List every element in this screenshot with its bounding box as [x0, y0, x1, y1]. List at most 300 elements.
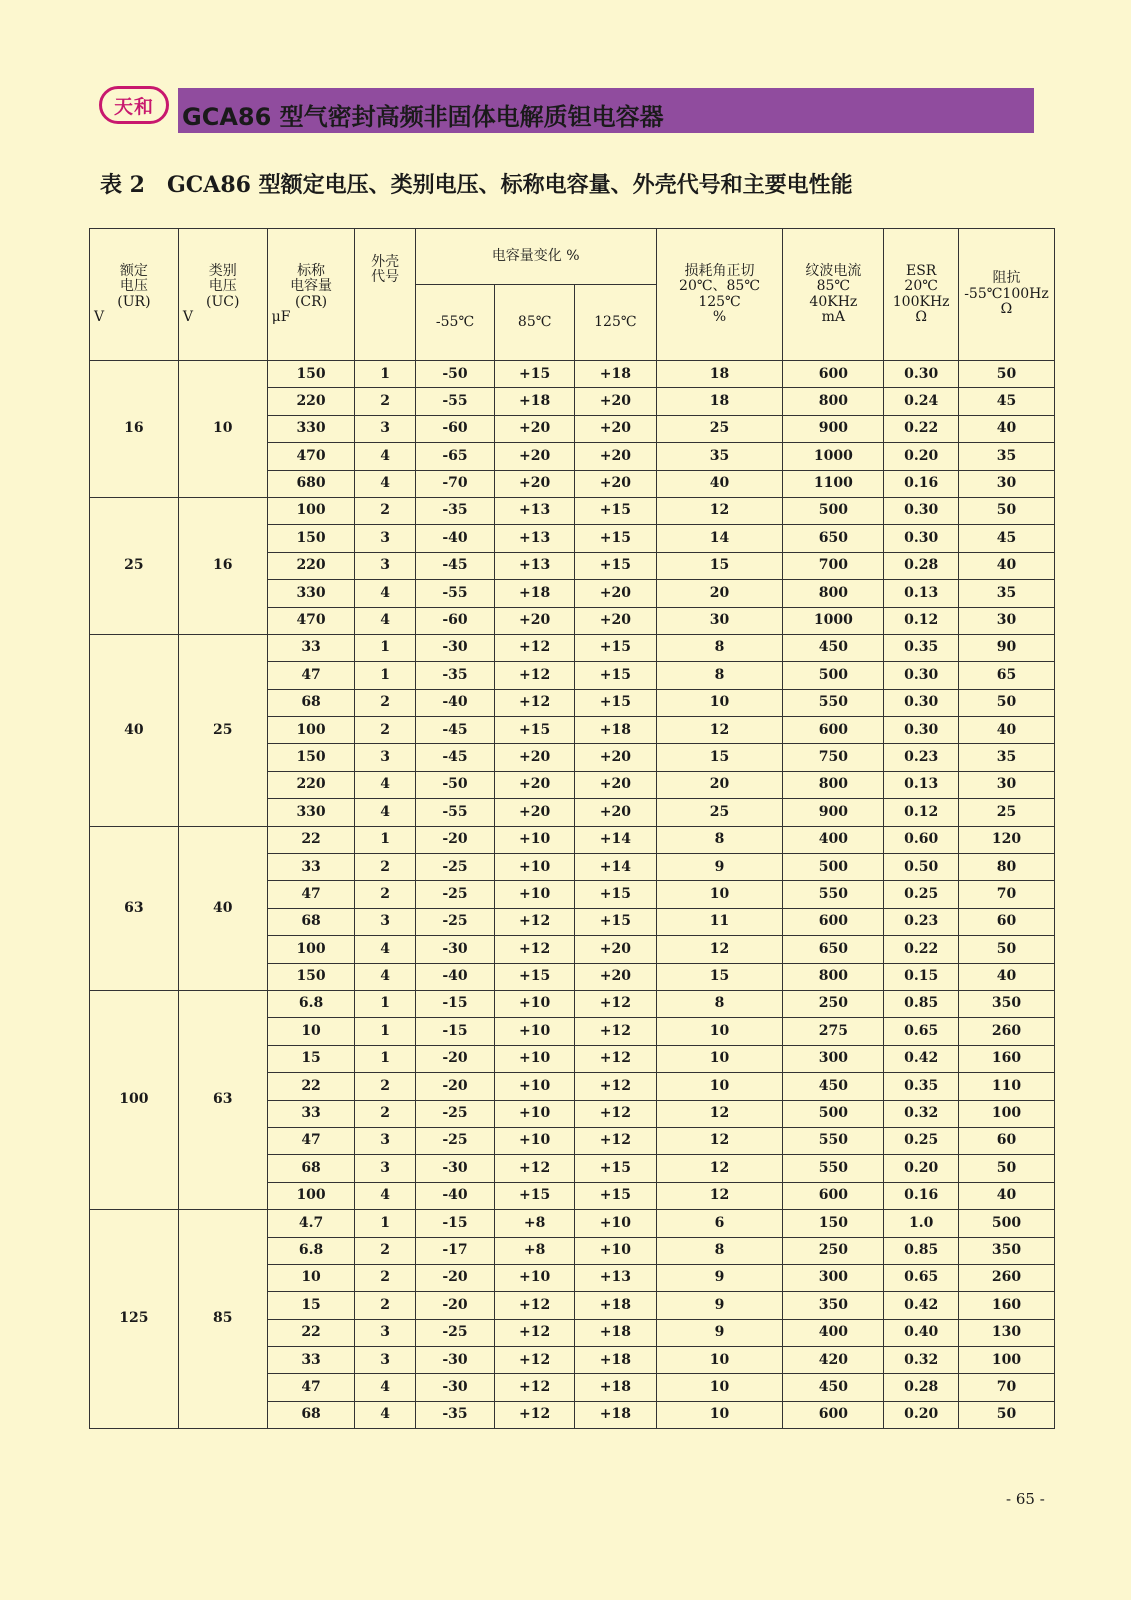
esr-cell: 0.20 [884, 1155, 959, 1182]
loss-tangent-cell: 12 [656, 936, 783, 963]
cap-change-125-cell: +15 [574, 1155, 656, 1182]
esr-cell: 1.0 [884, 1210, 959, 1237]
cap-change-125-cell: +12 [574, 1018, 656, 1045]
ripple-current-cell: 500 [783, 497, 884, 524]
cap-change-125-cell: +10 [574, 1210, 656, 1237]
esr-cell: 0.15 [884, 963, 959, 990]
header-loss-tangent: 损耗角正切 20℃、85℃ 125℃ % [656, 229, 783, 361]
loss-tangent-cell: 25 [656, 415, 783, 442]
cap-change-125-cell: +20 [574, 963, 656, 990]
case-code-cell: 2 [355, 881, 415, 908]
cap-change-125-cell: +18 [574, 1401, 656, 1428]
cap-change-minus55-cell: -65 [415, 443, 495, 470]
nominal-capacitance-cell: 10 [267, 1018, 355, 1045]
esr-cell: 0.60 [884, 826, 959, 853]
case-code-cell: 2 [355, 854, 415, 881]
table-row [90, 990, 1055, 1017]
cap-change-125-cell: +18 [574, 1292, 656, 1319]
loss-tangent-cell: 10 [656, 1374, 783, 1401]
case-code-cell: 4 [355, 1401, 415, 1428]
case-code-cell: 2 [355, 1292, 415, 1319]
esr-cell: 0.85 [884, 990, 959, 1017]
nominal-capacitance-cell: 68 [267, 1155, 355, 1182]
esr-cell: 0.12 [884, 799, 959, 826]
cap-change-minus55-cell: -30 [415, 634, 495, 661]
esr-cell: 0.35 [884, 634, 959, 661]
cap-change-125-cell: +12 [574, 1100, 656, 1127]
impedance-cell: 80 [958, 854, 1054, 881]
loss-tangent-cell: 18 [656, 361, 783, 388]
cap-change-85-cell: +10 [495, 1127, 575, 1154]
loss-tangent-cell: 25 [656, 799, 783, 826]
nominal-capacitance-cell: 680 [267, 470, 355, 497]
table-row [90, 361, 1055, 388]
category-voltage-cell: 10 [178, 361, 267, 498]
cap-change-85-cell: +18 [495, 388, 575, 415]
nominal-capacitance-cell: 6.8 [267, 1237, 355, 1264]
cap-change-85-cell: +10 [495, 1264, 575, 1291]
impedance-cell: 120 [958, 826, 1054, 853]
loss-tangent-cell: 8 [656, 662, 783, 689]
ripple-current-cell: 800 [783, 580, 884, 607]
header-cap-change-minus55: -55℃ [415, 285, 495, 361]
case-code-cell: 4 [355, 470, 415, 497]
case-code-cell: 3 [355, 1319, 415, 1346]
ripple-current-cell: 650 [783, 936, 884, 963]
impedance-cell: 50 [958, 497, 1054, 524]
impedance-cell: 260 [958, 1264, 1054, 1291]
cap-change-125-cell: +18 [574, 1347, 656, 1374]
cap-change-minus55-cell: -30 [415, 1374, 495, 1401]
loss-tangent-cell: 20 [656, 771, 783, 798]
loss-tangent-cell: 9 [656, 1319, 783, 1346]
case-code-cell: 2 [355, 1237, 415, 1264]
esr-cell: 0.22 [884, 415, 959, 442]
cap-change-125-cell: +15 [574, 1182, 656, 1209]
ripple-current-cell: 1100 [783, 470, 884, 497]
cap-change-minus55-cell: -30 [415, 1347, 495, 1374]
case-code-cell: 1 [355, 1018, 415, 1045]
cap-change-minus55-cell: -15 [415, 1018, 495, 1045]
esr-cell: 0.42 [884, 1045, 959, 1072]
cap-change-minus55-cell: -25 [415, 1319, 495, 1346]
cap-change-85-cell: +15 [495, 963, 575, 990]
cap-change-125-cell: +18 [574, 717, 656, 744]
case-code-cell: 2 [355, 1100, 415, 1127]
case-code-cell: 1 [355, 826, 415, 853]
loss-tangent-cell: 9 [656, 854, 783, 881]
ripple-current-cell: 450 [783, 1374, 884, 1401]
loss-tangent-cell: 10 [656, 881, 783, 908]
esr-cell: 0.20 [884, 443, 959, 470]
impedance-cell: 160 [958, 1045, 1054, 1072]
cap-change-minus55-cell: -40 [415, 1182, 495, 1209]
case-code-cell: 1 [355, 361, 415, 388]
nominal-capacitance-cell: 100 [267, 497, 355, 524]
loss-tangent-cell: 30 [656, 607, 783, 634]
nominal-capacitance-cell: 47 [267, 881, 355, 908]
cap-change-85-cell: +8 [495, 1210, 575, 1237]
ripple-current-cell: 900 [783, 799, 884, 826]
loss-tangent-cell: 11 [656, 908, 783, 935]
cap-change-minus55-cell: -60 [415, 607, 495, 634]
cap-change-minus55-cell: -50 [415, 361, 495, 388]
cap-change-85-cell: +15 [495, 717, 575, 744]
esr-cell: 0.25 [884, 1127, 959, 1154]
nominal-capacitance-cell: 15 [267, 1292, 355, 1319]
cap-change-125-cell: +20 [574, 936, 656, 963]
case-code-cell: 4 [355, 963, 415, 990]
impedance-cell: 110 [958, 1073, 1054, 1100]
nominal-capacitance-cell: 150 [267, 361, 355, 388]
esr-cell: 0.23 [884, 744, 959, 771]
loss-tangent-cell: 8 [656, 1237, 783, 1264]
loss-tangent-cell: 10 [656, 1347, 783, 1374]
impedance-cell: 70 [958, 1374, 1054, 1401]
cap-change-125-cell: +14 [574, 826, 656, 853]
loss-tangent-cell: 12 [656, 717, 783, 744]
cap-change-85-cell: +20 [495, 415, 575, 442]
case-code-cell: 4 [355, 580, 415, 607]
impedance-cell: 45 [958, 388, 1054, 415]
loss-tangent-cell: 8 [656, 634, 783, 661]
ripple-current-cell: 600 [783, 1182, 884, 1209]
esr-cell: 0.85 [884, 1237, 959, 1264]
rated-voltage-cell: 16 [90, 361, 179, 498]
cap-change-85-cell: +20 [495, 470, 575, 497]
ripple-current-cell: 600 [783, 1401, 884, 1428]
cap-change-125-cell: +20 [574, 799, 656, 826]
cap-change-85-cell: +12 [495, 634, 575, 661]
cap-change-85-cell: +10 [495, 1018, 575, 1045]
spec-table-body [90, 361, 1055, 1429]
case-code-cell: 1 [355, 990, 415, 1017]
cap-change-minus55-cell: -25 [415, 908, 495, 935]
cap-change-minus55-cell: -40 [415, 525, 495, 552]
ripple-current-cell: 250 [783, 990, 884, 1017]
impedance-cell: 60 [958, 1127, 1054, 1154]
esr-cell: 0.22 [884, 936, 959, 963]
header-cap-change-125: 125℃ [574, 285, 656, 361]
impedance-cell: 35 [958, 443, 1054, 470]
nominal-capacitance-cell: 10 [267, 1264, 355, 1291]
ripple-current-cell: 450 [783, 1073, 884, 1100]
ripple-current-cell: 1000 [783, 607, 884, 634]
cap-change-minus55-cell: -45 [415, 552, 495, 579]
loss-tangent-cell: 35 [656, 443, 783, 470]
ripple-current-cell: 550 [783, 689, 884, 716]
esr-cell: 0.65 [884, 1264, 959, 1291]
rated-voltage-cell: 100 [90, 990, 179, 1209]
case-code-cell: 4 [355, 1182, 415, 1209]
impedance-cell: 500 [958, 1210, 1054, 1237]
impedance-cell: 25 [958, 799, 1054, 826]
title-banner [178, 88, 1034, 133]
loss-tangent-cell: 10 [656, 1073, 783, 1100]
cap-change-125-cell: +18 [574, 1374, 656, 1401]
ripple-current-cell: 600 [783, 717, 884, 744]
nominal-capacitance-cell: 330 [267, 415, 355, 442]
loss-tangent-cell: 40 [656, 470, 783, 497]
esr-cell: 0.16 [884, 470, 959, 497]
ripple-current-cell: 420 [783, 1347, 884, 1374]
cap-change-minus55-cell: -30 [415, 936, 495, 963]
impedance-cell: 100 [958, 1347, 1054, 1374]
cap-change-125-cell: +15 [574, 662, 656, 689]
header-impedance: 阻抗 -55℃100Hz Ω [958, 229, 1054, 361]
esr-cell: 0.30 [884, 525, 959, 552]
ripple-current-cell: 600 [783, 908, 884, 935]
cap-change-125-cell: +12 [574, 1045, 656, 1072]
loss-tangent-cell: 6 [656, 1210, 783, 1237]
cap-change-125-cell: +20 [574, 388, 656, 415]
impedance-cell: 50 [958, 1401, 1054, 1428]
cap-change-minus55-cell: -40 [415, 963, 495, 990]
cap-change-85-cell: +12 [495, 1374, 575, 1401]
cap-change-125-cell: +20 [574, 744, 656, 771]
cap-change-minus55-cell: -30 [415, 1155, 495, 1182]
nominal-capacitance-cell: 150 [267, 525, 355, 552]
esr-cell: 0.24 [884, 388, 959, 415]
impedance-cell: 45 [958, 525, 1054, 552]
loss-tangent-cell: 14 [656, 525, 783, 552]
ripple-current-cell: 500 [783, 1100, 884, 1127]
case-code-cell: 1 [355, 662, 415, 689]
cap-change-85-cell: +10 [495, 1073, 575, 1100]
table-row [90, 826, 1055, 853]
impedance-cell: 50 [958, 1155, 1054, 1182]
case-code-cell: 3 [355, 1155, 415, 1182]
cap-change-125-cell: +18 [574, 1319, 656, 1346]
esr-cell: 0.42 [884, 1292, 959, 1319]
ripple-current-cell: 1000 [783, 443, 884, 470]
cap-change-85-cell: +15 [495, 361, 575, 388]
nominal-capacitance-cell: 68 [267, 1401, 355, 1428]
case-code-cell: 3 [355, 1347, 415, 1374]
case-code-cell: 2 [355, 689, 415, 716]
impedance-cell: 70 [958, 881, 1054, 908]
impedance-cell: 50 [958, 936, 1054, 963]
cap-change-minus55-cell: -20 [415, 826, 495, 853]
esr-cell: 0.20 [884, 1401, 959, 1428]
header-cap-change-85: 85℃ [495, 285, 575, 361]
impedance-cell: 40 [958, 415, 1054, 442]
esr-cell: 0.30 [884, 361, 959, 388]
cap-change-85-cell: +13 [495, 552, 575, 579]
impedance-cell: 40 [958, 1182, 1054, 1209]
case-code-cell: 4 [355, 799, 415, 826]
esr-cell: 0.23 [884, 908, 959, 935]
impedance-cell: 35 [958, 580, 1054, 607]
loss-tangent-cell: 12 [656, 1155, 783, 1182]
case-code-cell: 4 [355, 771, 415, 798]
cap-change-minus55-cell: -25 [415, 881, 495, 908]
cap-change-minus55-cell: -35 [415, 662, 495, 689]
esr-cell: 0.13 [884, 771, 959, 798]
nominal-capacitance-cell: 100 [267, 1182, 355, 1209]
cap-change-minus55-cell: -55 [415, 799, 495, 826]
ripple-current-cell: 400 [783, 1319, 884, 1346]
cap-change-minus55-cell: -70 [415, 470, 495, 497]
cap-change-minus55-cell: -55 [415, 388, 495, 415]
ripple-current-cell: 750 [783, 744, 884, 771]
nominal-capacitance-cell: 220 [267, 771, 355, 798]
esr-cell: 0.30 [884, 689, 959, 716]
cap-change-minus55-cell: -50 [415, 771, 495, 798]
esr-cell: 0.12 [884, 607, 959, 634]
cap-change-125-cell: +12 [574, 1073, 656, 1100]
esr-cell: 0.32 [884, 1347, 959, 1374]
category-voltage-cell: 16 [178, 497, 267, 634]
impedance-cell: 50 [958, 689, 1054, 716]
esr-cell: 0.32 [884, 1100, 959, 1127]
case-code-cell: 2 [355, 1073, 415, 1100]
case-code-cell: 1 [355, 1210, 415, 1237]
cap-change-85-cell: +10 [495, 1100, 575, 1127]
cap-change-85-cell: +12 [495, 689, 575, 716]
cap-change-minus55-cell: -35 [415, 1401, 495, 1428]
cap-change-85-cell: +13 [495, 497, 575, 524]
cap-change-85-cell: +20 [495, 744, 575, 771]
header-category-voltage: 类别 电压 (UC) V [178, 229, 267, 361]
ripple-current-cell: 650 [783, 525, 884, 552]
cap-change-85-cell: +12 [495, 1292, 575, 1319]
ripple-current-cell: 500 [783, 854, 884, 881]
case-code-cell: 2 [355, 1264, 415, 1291]
cap-change-minus55-cell: -25 [415, 854, 495, 881]
cap-change-125-cell: +15 [574, 881, 656, 908]
header-capacitance-change: 电容量变化 % [415, 229, 656, 285]
cap-change-85-cell: +12 [495, 1347, 575, 1374]
cap-change-minus55-cell: -45 [415, 717, 495, 744]
case-code-cell: 2 [355, 388, 415, 415]
loss-tangent-cell: 15 [656, 963, 783, 990]
ripple-current-cell: 150 [783, 1210, 884, 1237]
case-code-cell: 1 [355, 634, 415, 661]
nominal-capacitance-cell: 33 [267, 634, 355, 661]
cap-change-minus55-cell: -17 [415, 1237, 495, 1264]
impedance-cell: 130 [958, 1319, 1054, 1346]
impedance-cell: 40 [958, 552, 1054, 579]
impedance-cell: 160 [958, 1292, 1054, 1319]
case-code-cell: 3 [355, 415, 415, 442]
nominal-capacitance-cell: 22 [267, 1319, 355, 1346]
loss-tangent-cell: 8 [656, 990, 783, 1017]
nominal-capacitance-cell: 470 [267, 443, 355, 470]
loss-tangent-cell: 9 [656, 1292, 783, 1319]
esr-cell: 0.28 [884, 1374, 959, 1401]
impedance-cell: 65 [958, 662, 1054, 689]
nominal-capacitance-cell: 22 [267, 826, 355, 853]
header-ripple-current: 纹波电流 85℃ 40KHz mA [783, 229, 884, 361]
loss-tangent-cell: 15 [656, 744, 783, 771]
cap-change-85-cell: +20 [495, 607, 575, 634]
table-number: 表 2 [100, 172, 145, 198]
impedance-cell: 60 [958, 908, 1054, 935]
nominal-capacitance-cell: 68 [267, 689, 355, 716]
table-row [90, 634, 1055, 661]
nominal-capacitance-cell: 4.7 [267, 1210, 355, 1237]
ripple-current-cell: 450 [783, 634, 884, 661]
esr-cell: 0.40 [884, 1319, 959, 1346]
ripple-current-cell: 300 [783, 1045, 884, 1072]
loss-tangent-cell: 18 [656, 388, 783, 415]
case-code-cell: 3 [355, 525, 415, 552]
cap-change-minus55-cell: -35 [415, 497, 495, 524]
nominal-capacitance-cell: 33 [267, 854, 355, 881]
cap-change-125-cell: +18 [574, 361, 656, 388]
loss-tangent-cell: 12 [656, 1182, 783, 1209]
cap-change-125-cell: +20 [574, 580, 656, 607]
nominal-capacitance-cell: 6.8 [267, 990, 355, 1017]
case-code-cell: 1 [355, 1045, 415, 1072]
nominal-capacitance-cell: 33 [267, 1347, 355, 1374]
table-caption-text: GCA86 型额定电压、类别电压、标称电容量、外壳代号和主要电性能 [166, 172, 853, 198]
cap-change-125-cell: +15 [574, 497, 656, 524]
loss-tangent-cell: 12 [656, 497, 783, 524]
ripple-current-cell: 800 [783, 771, 884, 798]
cap-change-minus55-cell: -20 [415, 1292, 495, 1319]
header-nominal-capacitance: 标称 电容量 (CR) μF [267, 229, 355, 361]
nominal-capacitance-cell: 100 [267, 936, 355, 963]
nominal-capacitance-cell: 330 [267, 580, 355, 607]
cap-change-125-cell: +15 [574, 908, 656, 935]
esr-cell: 0.50 [884, 854, 959, 881]
loss-tangent-cell: 8 [656, 826, 783, 853]
impedance-cell: 350 [958, 990, 1054, 1017]
loss-tangent-cell: 12 [656, 1100, 783, 1127]
cap-change-125-cell: +20 [574, 470, 656, 497]
impedance-cell: 90 [958, 634, 1054, 661]
cap-change-125-cell: +12 [574, 1127, 656, 1154]
ripple-current-cell: 550 [783, 1127, 884, 1154]
ripple-current-cell: 400 [783, 826, 884, 853]
cap-change-85-cell: +12 [495, 1155, 575, 1182]
cap-change-minus55-cell: -25 [415, 1100, 495, 1127]
cap-change-125-cell: +20 [574, 443, 656, 470]
cap-change-85-cell: +15 [495, 1182, 575, 1209]
nominal-capacitance-cell: 330 [267, 799, 355, 826]
loss-tangent-cell: 10 [656, 1401, 783, 1428]
banner-title: GCA86 型气密封高频非固体电解质钽电容器 [182, 103, 664, 131]
cap-change-85-cell: +20 [495, 443, 575, 470]
nominal-capacitance-cell: 47 [267, 1127, 355, 1154]
ripple-current-cell: 800 [783, 963, 884, 990]
case-code-cell: 4 [355, 936, 415, 963]
esr-cell: 0.30 [884, 717, 959, 744]
header-rated-voltage: 额定 电压 (UR) V [90, 229, 179, 361]
impedance-cell: 260 [958, 1018, 1054, 1045]
case-code-cell: 4 [355, 1374, 415, 1401]
nominal-capacitance-cell: 220 [267, 552, 355, 579]
esr-cell: 0.30 [884, 497, 959, 524]
cap-change-85-cell: +10 [495, 881, 575, 908]
esr-cell: 0.25 [884, 881, 959, 908]
esr-cell: 0.16 [884, 1182, 959, 1209]
esr-cell: 0.35 [884, 1073, 959, 1100]
category-voltage-cell: 25 [178, 634, 267, 826]
ripple-current-cell: 900 [783, 415, 884, 442]
rated-voltage-cell: 25 [90, 497, 179, 634]
nominal-capacitance-cell: 470 [267, 607, 355, 634]
case-code-cell: 4 [355, 443, 415, 470]
cap-change-minus55-cell: -55 [415, 580, 495, 607]
header-esr: ESR 20℃ 100KHz Ω [884, 229, 959, 361]
table-row [90, 497, 1055, 524]
cap-change-85-cell: +8 [495, 1237, 575, 1264]
loss-tangent-cell: 20 [656, 580, 783, 607]
esr-cell: 0.30 [884, 662, 959, 689]
